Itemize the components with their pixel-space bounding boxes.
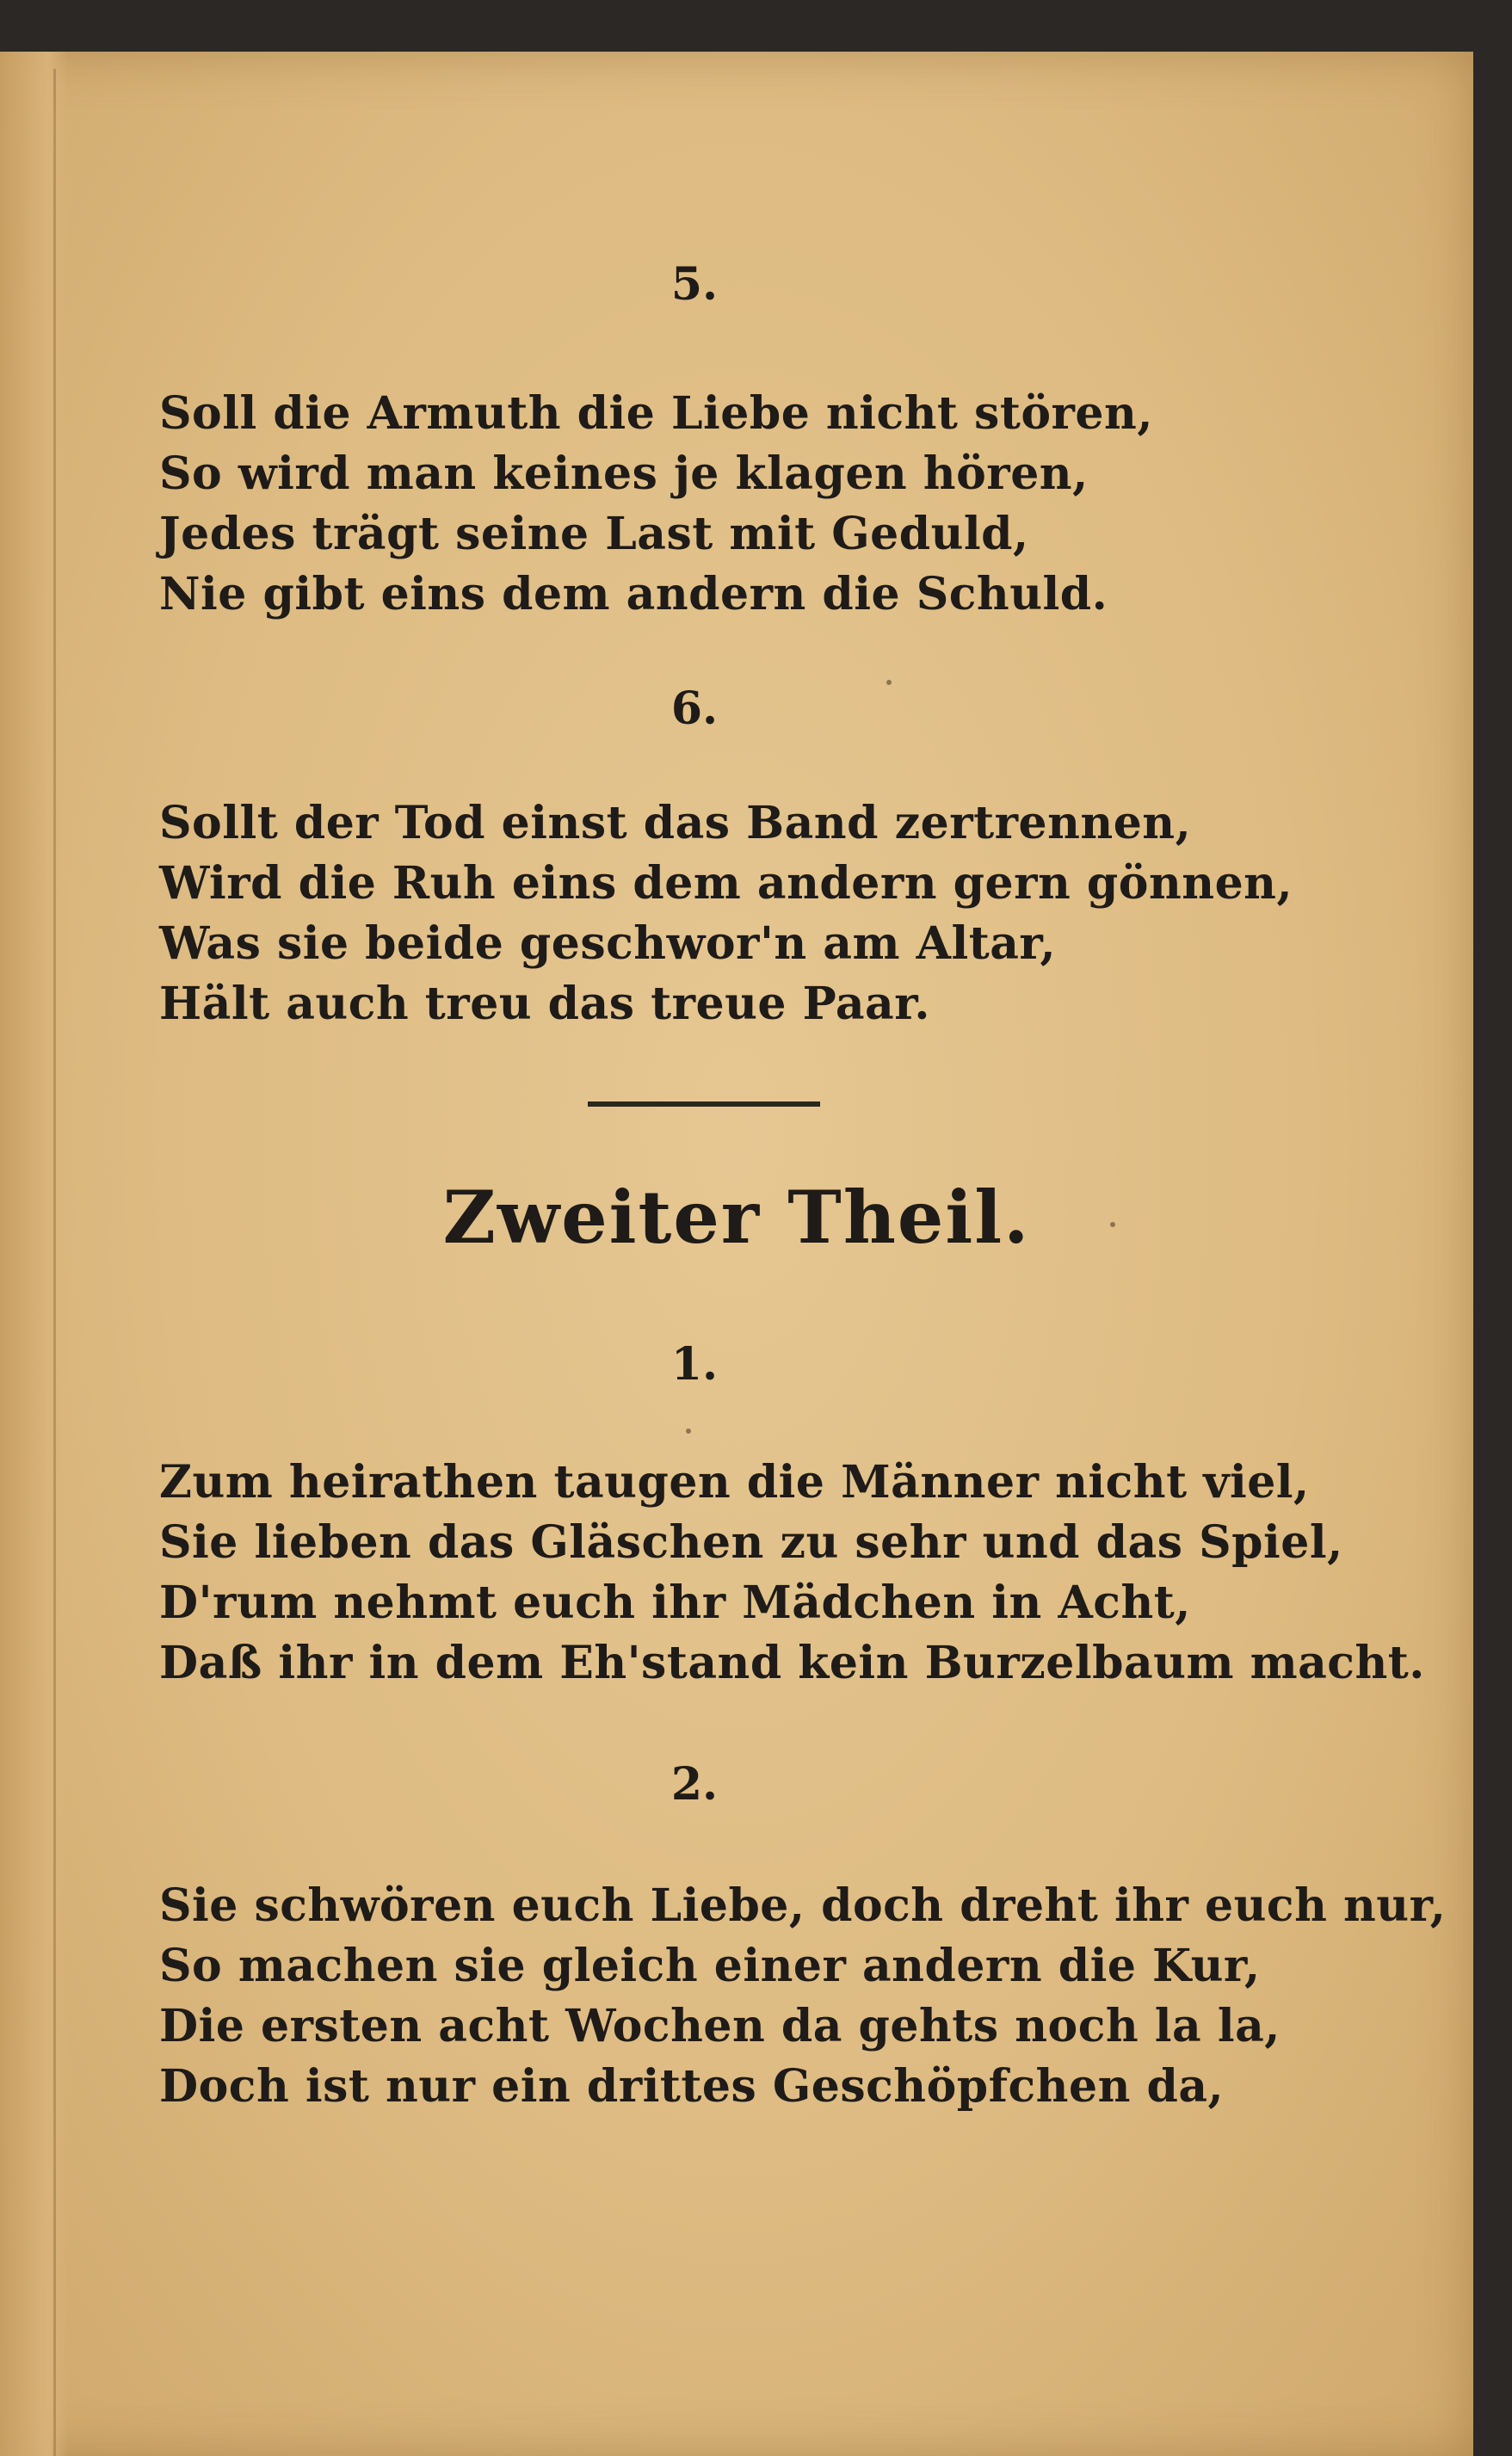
stanza-number: 2.: [670, 1758, 719, 1811]
section-divider: [588, 1101, 820, 1107]
stanza: [159, 793, 1293, 1034]
stanza: [159, 1453, 1425, 1694]
stanza-number: 6.: [670, 682, 719, 735]
paper-speck: [886, 680, 892, 685]
stanza: [159, 1876, 1446, 2117]
verse-line: Die ersten acht Wochen da gehts noch la la,: [159, 2000, 1281, 2052]
verse-line: Jedes trägt seine Last mit Geduld,: [159, 508, 1029, 560]
verse-line: Daß ihr in dem Eh'stand kein Burzelbaum macht.: [159, 1637, 1425, 1689]
verse-line: Doch ist nur ein drittes Geschöpfchen da,: [159, 2060, 1225, 2113]
paper-speck: [686, 1429, 691, 1434]
stanza-number: 1.: [670, 1338, 719, 1391]
verse-line: D'rum nehmt euch ihr Mädchen in Acht,: [159, 1577, 1191, 1629]
verse-line: Was sie beide geschwor'n am Altar,: [159, 917, 1057, 970]
verse-line: Sollt der Tod einst das Band zertrennen,: [159, 797, 1192, 849]
stanza-number: 5.: [670, 258, 719, 311]
stanza: [159, 384, 1153, 625]
verse-line: Wird die Ruh eins dem andern gern gönnen,: [159, 857, 1293, 910]
verse-line: So wird man keines je klagen hören,: [159, 447, 1089, 500]
verse-line: Nie gibt eins dem andern die Schuld.: [159, 568, 1108, 620]
verse-line: Hält auch treu das treue Paar.: [159, 978, 930, 1030]
section-title: Zweiter Theil.: [442, 1175, 1031, 1260]
verse-line: Sie lieben das Gläschen zu sehr und das Spiel,: [159, 1516, 1343, 1569]
paper-speck: [1110, 1222, 1115, 1227]
verse-line: Zum heirathen taugen die Männer nicht viel,: [159, 1456, 1310, 1509]
verse-line: So machen sie gleich einer andern die Kur,: [159, 1940, 1261, 1992]
verse-line: Sie schwören euch Liebe, doch dreht ihr euch nur,: [159, 1879, 1447, 1932]
verse-line: Soll die Armuth die Liebe nicht stören,: [159, 387, 1153, 440]
